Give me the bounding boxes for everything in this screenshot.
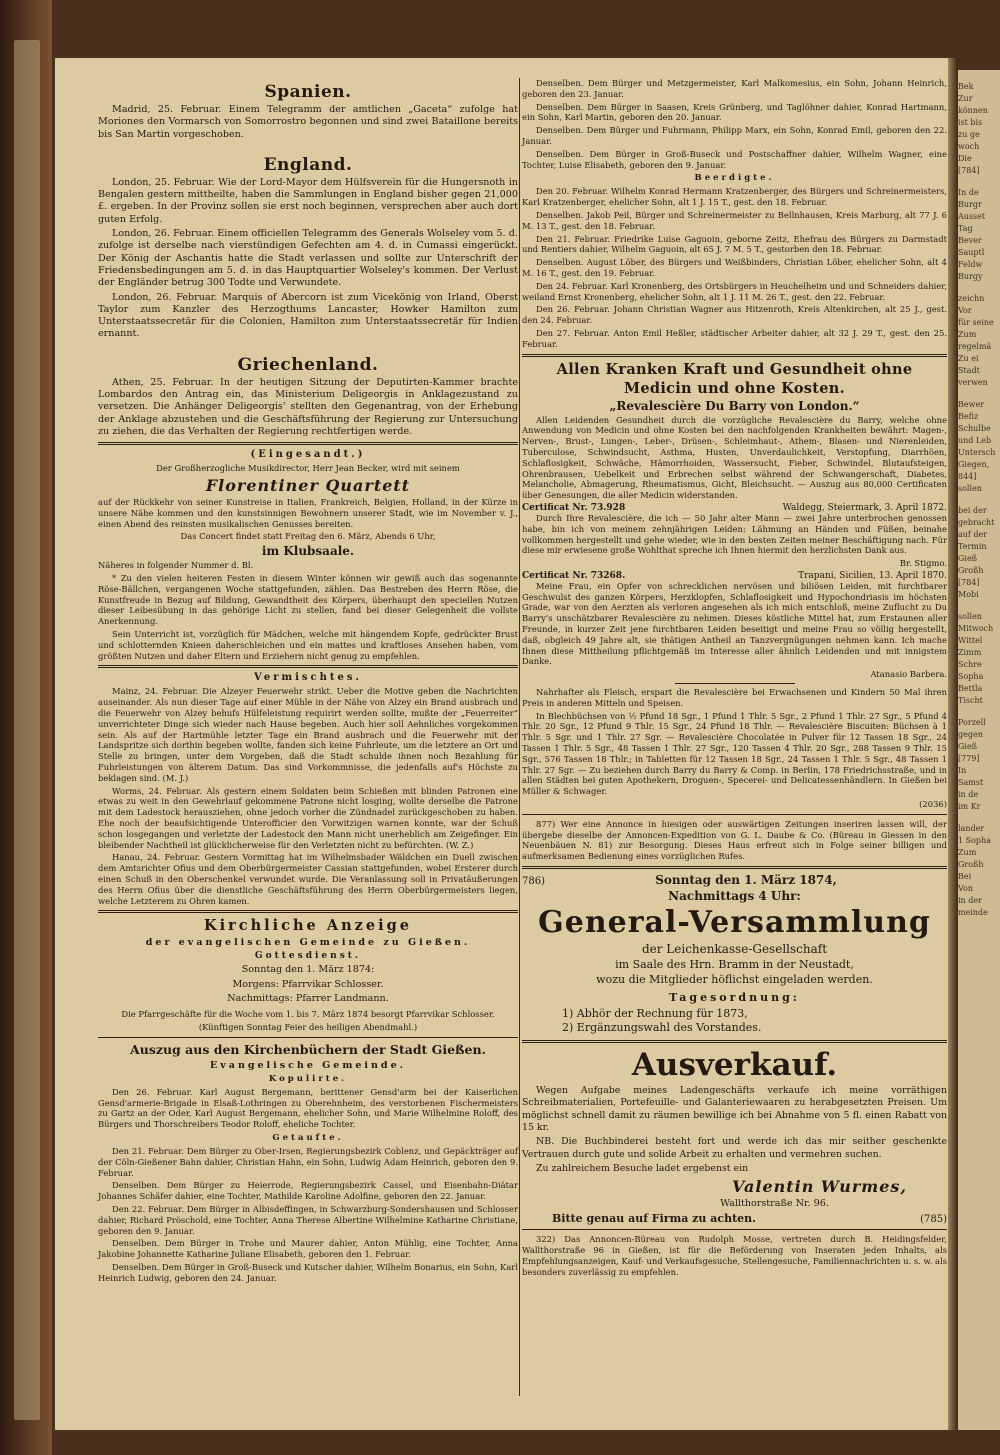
registry-title: Auszug aus den Kirchenbüchern der Stadt Gießen. [130, 1041, 486, 1057]
firm-note-line [522, 1212, 947, 1225]
church-notice-subtitle: der evangelischen Gemeinde zu Gießen. [145, 937, 471, 949]
baptism-entry: Denselben. Dem Bürger in Saasen, Kreis Grünberg, und Taglöhner dahier, Konrad Hartmann, ein Sohn, Karl Martin, geboren den 20. Januar. [522, 101, 947, 123]
divider [98, 1037, 518, 1038]
adjacent-page-fragment: Befiz [958, 412, 979, 421]
quartet-name: Florentiner Quartett [205, 476, 411, 496]
adjacent-page-fragment: Bever [958, 236, 982, 245]
adjacent-page-fragment: Sauptl [958, 248, 985, 257]
certificate-place: Waldegg, Steiermark, 3. April 1872. [782, 502, 947, 513]
adjacent-page-fragment: Mobi [958, 590, 979, 599]
adjacent-page-fragment: 844] [958, 472, 977, 481]
testimonial-text: Meine Frau, ein Opfer von schrecklichen nervösen und biliösen Leiden, mit furchtbarer Geschwulst des ganzen Körpers, Herzklopfen, Schlaflosigkeit und Hypochondriasis im höchsten Grade, war von den Aerzten als verloren angesehen als ich mich entschloß, meine Zuflucht zu Du Barry's unschätzbarer Revalescière zu nehmen. Dieses köstliche Mittel hat, zum Erstaunen aller Freunde, in kurzer Zeit jene furchtbaren Leiden beseitigt und meine Frau so völlig hergestellt, daß, obgleich 49 Jahre alt, sie thätigen Antheil an Tanzvergnügungen nehmen kann. Ich mache Ihnen diese Mittheilung pflichtgemäß im Interesse aller ähnlich Leidenden und mit innigstem Danke. [522, 580, 947, 667]
adjacent-page-fragment: in der [958, 896, 982, 905]
baptism-entry: Denselben. Dem Bürger in Trohe und Maurer dahier, Anton Mühlig, eine Tochter, Anna Jakobine Johannette Katharine Juliane Elisabeth, geboren den 1. Februar. [98, 1238, 518, 1260]
adjacent-page-fragment: Tischt [958, 696, 983, 705]
adjacent-page-fragment: Tag [958, 224, 973, 233]
news-worms-text: Worms, 24. Februar. Als gestern einem Soldaten beim Schießen mit blinden Patronen eine etwas zu weit in den Gewehrlauf gekommene Patrone nicht losging, wollte derselbe die Patrone mit dem Ladestock herausziehen, ohne jedoch vorher die Zündnadel zurückgeschoben zu haben. Ehe noch der beaufsichtigende Unterofficier den Vorwitzigen warnen konnte, war der Schuß schon losgegangen und verletzte der Ladestock den Mann nicht unerheblich am Zeigefinger. Ein bleibender Nachtheil ist glücklicherweise für den Verletzten nicht zu befürchten. [98, 785, 518, 850]
certificate-number: Certificat Nr. 73.928 [522, 502, 626, 513]
communion-note: (Künftigen Sonntag Feier des heiligen Abendmahl.) [198, 1022, 418, 1033]
baptism-entry: Denselben. Dem Bürger in Groß-Buseck und Postschaffner dahier, Wilhelm Wagner, eine Tochter, Luise Elisabeth, geboren den 9. Januar. [522, 148, 947, 170]
adjacent-page-fragment: können [958, 106, 988, 115]
adjacent-page-fragment: Zu ei [958, 354, 979, 363]
news-athen: Athen, 25. Februar. In der heutigen Sitzung der Deputirten-Kammer brachte Lombardos den Antrag ein, das Ministerium Deligeorgis in Anklagezustand zu versetzen. Die Anhänger Deligeorgis' stellten den Gegenantrag, von der Erhebung der Anklage abzustehen und die Geschäftsführung der Regierung zur Untersuchung zu ziehen, die das Verhalten der Regierung rechtfertigen werde. [98, 376, 518, 437]
section-title-spain: Spanien. [264, 82, 352, 102]
divider [522, 866, 947, 869]
burial-entry: Den 24. Februar. Karl Kronenberg, des Ortsbürgers in Heuchelheim und und Schneiders dahier, weiland Ernst Kronenberg, ehelicher Sohn, alt 1 J. 11 M. 26 T., gest. den 22. Februar. [522, 280, 947, 302]
bindery-note: NB. Die Buchbinderei besteht fort und werde ich das mir seither geschenkte Vertrauen durch gute und solide Arbeit zu erhalten und vermehren suchen. [522, 1136, 947, 1160]
adjacent-page-fragment: Feldw [958, 260, 983, 269]
adjacent-page-fragment: Großh [958, 566, 984, 575]
assembly-venue: im Saale des Hrn. Bramm in der Neustadt, [615, 958, 854, 972]
agenda-heading: Tagesordnung: [669, 991, 800, 1005]
adjacent-page-fragment: bei der [958, 506, 987, 515]
revalesciere-ad [522, 361, 947, 810]
adjacent-page-fragment: Wittel [958, 636, 983, 645]
news-mainz [98, 686, 518, 783]
page-gutter-shadow [948, 58, 958, 1430]
adjacent-page-fragment: für seine [958, 318, 994, 327]
general-assembly-ad [522, 873, 947, 1034]
adjacent-page-fragment: Untersch [958, 448, 996, 457]
adjacent-page-fragment: Großh [958, 860, 984, 869]
invitation-text: Zu zahlreichem Besuche ladet ergebenst ein [536, 1162, 749, 1174]
adjacent-page-fragment: zeichn [958, 294, 985, 303]
divider [522, 1229, 947, 1230]
burial-entry: Den 26. Februar. Johann Christian Wagner aus Hitzenroth, Kreis Altenkirchen, alt 25 J., gest. den 24. Februar. [522, 304, 947, 326]
baptism-entry: Den 21. Februar. Dem Bürger zu Ober-Irsen, Regierungsbezirk Coblenz, und Gepäckträger auf der Cöln-Gießener Bahn dahier, Christian Hahn, ein Sohn, Ludwig Adam Heinrich, geboren den 9. Februar. [98, 1146, 518, 1178]
left-column [98, 64, 518, 1286]
certificate-number: Certificat Nr. 73268. [522, 570, 626, 581]
adjacent-page-fragment: Zum [958, 330, 977, 339]
ad-reference: (2036) [919, 799, 947, 810]
divider [98, 442, 518, 445]
adjacent-page-fragment: Schulbe [958, 424, 991, 433]
news-worms-source: (W. Z.) [446, 839, 474, 850]
adjacent-page-fragment: Bek [958, 82, 974, 91]
assembly-date-line [522, 873, 947, 887]
adjacent-page-fragment: auf der [958, 530, 988, 539]
burial-entry: Den 27. Februar. Anton Emil Heßler, städtischer Arbeiter dahier, alt 32 J. 29 T., gest. den 25. Februar. [522, 327, 947, 349]
divider [522, 354, 947, 357]
adjacent-page-fragment: verwen [958, 378, 988, 387]
right-column [522, 64, 947, 1280]
revalesciere-value: Nahrhafter als Fleisch, erspart die Revalescière bei Erwachsenen und Kindern 50 Mal ihren Preis in anderen Mitteln und Speisen. [522, 687, 947, 708]
mosse-ad: 322) Das Annoncen-Büreau von Rudolph Mosse, vertreten durch B. Heidingsfelder, Wallthorstraße 96 in Gießen, ist für die Beförderung von Inseraten jeden Inhalts, als Empfehlungsanzeigen, Kauf- und Verkaufsgesuche, Stellengesuche, Familiennachrichten u. s. w. als besonders zuverlässig zu empfehlen. [522, 1234, 947, 1277]
testimonial-signature: Atanasio Barbera. [870, 669, 947, 680]
section-title-england: England. [263, 154, 353, 175]
revalesciere-title-3: „Revalescière Du Barry von London.“ [609, 398, 860, 413]
divider [522, 814, 947, 815]
adjacent-page-fragment: gegen [958, 730, 983, 739]
adjacent-page-fragment: Die [958, 154, 972, 163]
adjacent-page-fragment: Gieß [958, 554, 978, 563]
assembly-society: der Leichenkasse-Gesellschaft [641, 942, 828, 957]
news-mainz-source: (M. J.) [162, 772, 189, 783]
adjacent-page-fragment: In [958, 766, 967, 775]
service-morning: Morgens: Pfarrvikar Schlosser. [232, 978, 384, 990]
adjacent-page-fragment: Von [958, 884, 974, 893]
eingesandt-text-4: * Zu den vielen heiteren Festen in diesem Winter können wir gewiß auch das sogenannte Röse-Bällchen, vergangenen Woche stattgefunden, zählen. Das Bestreben des Herrn Röse, die Kunstfreude in Bezug auf Bildung, Gewandtheit des Körpers, überhaupt den speciellen Nutzen dieser Leibesübung in das gehörige Licht zu stellen, fand bei dieser Gelegenheit die vollste Anerkennung. [98, 573, 518, 627]
baptism-entry: Den 22. Februar. Dem Bürger in Albisdeffingen, in Schwarzburg-Sondershausen und Schlosser dahier, Richard Pröschold, eine Tochter, Anna Therese Albertine Wilhelmine Katharine Christiane, geboren den 9. Januar. [98, 1203, 518, 1236]
adjacent-page-fragment: Bettla [958, 684, 983, 693]
testimonial-text: Durch Ihre Revalescière, die ich — 50 Jahr alter Mann — zwei Jahre unterbrochen genossen habe, bin ich von meinem zehnjährigen Leiden: Lähmung an Händen und Füßen, beinahe vollkommen hergestellt und gehe wieder, wie in den besten Zeiten meiner Beschäftigung nach. Für diese mir erwiesene große Wohlthat spreche ich Ihnen hiermit den herzlichsten Dank aus. [522, 512, 947, 556]
adjacent-page-fragment: Gieß [958, 742, 978, 751]
daube-ad: 877) Wer eine Annonce in hiesigen oder auswärtigen Zeitungen inseriren lassen will, der übergebe dieselbe der Annoncen-Expedition von G. L. Daube & Co. (Büreau in Giessen in den Neuenbäuen N. 81) zur Besorgung. Dieses Haus erfreut sich in Folge seiner billigen und aufmerksamen Bedienung eines vorzüglichen Rufes. [522, 818, 947, 862]
column-divider [519, 78, 520, 1396]
registry-subtitle: Evangelische Gemeinde. [210, 1059, 406, 1071]
adjacent-page-fragment: Mitwoch [958, 624, 994, 633]
merchant-address: Wallthorstraße Nr. 96. [720, 1198, 829, 1210]
assembly-time: Nachmittags 4 Uhr: [668, 889, 801, 904]
ad-reference: 786) [522, 876, 545, 888]
adjacent-page-fragment: Vor [958, 306, 972, 315]
adjacent-page-fragment: [779] [958, 754, 980, 763]
adjacent-page-fragment: 1 Sopha [958, 836, 991, 845]
eingesandt-intro: Der Großherzogliche Musikdirector, Herr Jean Becker, wird mit seinem [156, 463, 460, 474]
adjacent-page-fragment: Bei [958, 872, 972, 881]
eingesandt-heading: (Eingesandt.) [250, 449, 366, 461]
news-london-3: London, 26. Februar. Marquis of Abercorn ist zum Vicekönig von Irland, Oberst Taylor zum Kanzler des Herzogthums Lancaster, Howker Hamilton zum Unterstaatssecretär für die Colonien, Hamilton zum Unterstaatssecretär für Indien ernannt. [98, 291, 518, 340]
adjacent-page-fragment: lander [958, 824, 985, 833]
service-afternoon: Nachmittags: Pfarrer Landmann. [227, 992, 389, 1004]
service-date: Sonntag den 1. März 1874: [241, 964, 375, 976]
adjacent-page-fragment: gebracht [958, 518, 995, 527]
adjacent-page-fragment: Zum [958, 848, 977, 857]
adjacent-page-fragment: regelmä [958, 342, 992, 351]
adjacent-page-fragment: im Kr [958, 802, 981, 811]
certificate-place: Trapani, Sicilien, 13. April 1870. [798, 570, 947, 581]
adjacent-page-fragment: In de [958, 188, 979, 197]
certificate-line [522, 503, 947, 513]
agenda-item: 2) Ergänzungswahl des Vorstandes. [562, 1021, 762, 1035]
clearance-sale-title: Ausverkauf. [631, 1047, 838, 1084]
book-binding [0, 0, 52, 1455]
adjacent-page-fragment: woch [958, 142, 980, 151]
eingesandt-text-3: Näheres in folgender Nummer d. Bl. [98, 560, 254, 571]
adjacent-page-fragment: [784] [958, 578, 980, 587]
revalesciere-title-2: Medicin und ohne Kosten. [624, 379, 845, 397]
binding-strip [14, 40, 40, 1420]
agenda-item: 1) Abhör der Rechnung für 1873, [562, 1007, 748, 1021]
assembly-title: General-Versammlung [538, 905, 931, 941]
testimonial-signature: Br. Stigmo. [899, 558, 947, 569]
adjacent-page-fragment: sollen [958, 484, 982, 493]
adjacent-page-fragment: Zimm [958, 648, 982, 657]
adjacent-page-fragment: Termin [958, 542, 987, 551]
news-london-1: London, 25. Februar. Wie der Lord-Mayor dem Hülfsverein für die Hungersnoth in Bengalen gestern mittheilte, haben die Sammlungen in England bisher gegen 21,000 £. ergeben. In der Provinz sollen sie erst noch beginnen, versprechen aber auch dort guten Erfolg. [98, 176, 518, 225]
adjacent-page-fragment: Sopha [958, 672, 984, 681]
clearance-sale-ad [522, 1047, 947, 1225]
adjacent-page-fragment: sollen [958, 612, 982, 621]
eingesandt-text-2: Das Concert findet statt Freitag den 6. März, Abends 6 Uhr, [180, 531, 436, 542]
adjacent-page-fragment: meinde [958, 908, 988, 917]
adjacent-page-fragment: Ausset [958, 212, 986, 221]
baptisms-heading: Getaufte. [272, 1133, 344, 1143]
adjacent-page-fragment: Samst [958, 778, 984, 787]
adjacent-page-fragment: in de [958, 790, 979, 799]
baptism-entry: Denselben. Dem Bürger zu Heierrode, Regierungsbezirk Cassel, und Eisenbahn-Diätar Johannes Schäfer dahier, eine Tochter, Mathilde Karoline Adolfine, geboren den 22. Januar. [98, 1180, 518, 1202]
firm-note: Bitte genau auf Firma zu achten. [552, 1212, 756, 1226]
baptism-entry: Denselben. Dem Bürger und Metzgermeister, Karl Malkomesius, ein Sohn, Johann Heinrich, geboren den 23. Januar. [522, 78, 947, 99]
short-rule [675, 683, 795, 684]
adjacent-page-edge [958, 70, 1000, 1430]
merchant-name: Valentin Wurmes, [732, 1177, 907, 1197]
adjacent-page-fragment: Schre [958, 660, 982, 669]
divider [522, 1040, 947, 1043]
assembly-invite: wozu die Mitglieder höflichst eingeladen werden. [596, 973, 873, 987]
revalesciere-prices: In Blechbüchsen von ½ Pfund 18 Sgr., 1 Pfund 1 Thlr. 5 Sgr., 2 Pfund 1 Thlr. 27 Sgr., 5 Pfund 4 Thlr. 20 Sgr., 12 Pfund 9 Thlr. 15 Sgr., 24 Pfund 18 Thlr. — Revalescière Biscuiten: Büchsen à 1 Thlr. 5 Sgr. und 1 Thlr. 27 Sgr. — Revalescière Chocolatée in Pulver für 12 Tassen 18 Sgr., 24 Tassen 1 Thlr. 5 Sgr., 48 Tassen 1 Thlr. 27 Sgr., 120 Tassen 4 Thlr. 20 Sgr., 288 Tassen 9 Thlr. 15 Sgr., 576 Tassen 18 Thlr.; in Tabletten für 12 Tassen 18 Sgr., 24 Tassen 1 Thlr. 5 Sgr., 48 Tassen 1 Thlr. 27 Sgr. — Zu beziehen durch Barry du Barry & Comp. in Berlin, 178 Friedrichsstraße, und in allen Städten bei guten Apothekern, Droguen-, Specerei- und Delicatessenhändlern. In Gießen bei Müller & Schwager. [522, 710, 947, 797]
section-title-greece: Griechenland. [237, 354, 379, 375]
adjacent-page-fragment: ist bis [958, 118, 983, 127]
baptism-entry: Denselben. Dem Bürger in Groß-Buseck und Kutscher dahier, Wilhelm Bonarius, ein Sohn, Karl Heinrich Ludwig, geboren den 24. Januar. [98, 1261, 518, 1283]
assembly-date: Sonntag den 1. März 1874, [655, 873, 837, 888]
certificate-line [522, 571, 947, 581]
eingesandt-text-5: Sein Unterricht ist, vorzüglich für Mädchen, welche mit hängendem Kopfe, gedrückter Brust und schlotternden Knieen daherschleichen und ein mattes und kraftloses Ansehen haben, vom größten Nutzen und daher Eltern und Erziehern nicht genug zu empfehlen. [98, 629, 518, 661]
clearance-sale-text: Wegen Aufgabe meines Ladengeschäfts verkaufe ich meine vorräthigen Schreibmaterialien, Portefeuille- und Galanteriewaaren zu herabgesetzten Preisen. Um möglichst schnell damit zu räumen bewillige ich bei Abnahme von 5 fl. einen Rabatt von 15 kr. [522, 1085, 947, 1133]
divider [98, 665, 518, 668]
adjacent-page-fragment: Porzell [958, 718, 986, 727]
ad-reference: (785) [920, 1214, 947, 1226]
burial-entry: Den 20. Februar. Wilhelm Konrad Hermann Kratzenberger, des Bürgers und Schreinermeisters, Karl Kratzenberger, ehelicher Sohn, alt 1 J. 15 T., gest. den 18. Februar. [522, 186, 947, 208]
news-london-2: London, 26. Februar. Einem officiellen Telegramm des Generals Wolseley vom 5. d. zufolge ist derselbe nach vierstündigen Gefechten am 4. d. in Cumassi eingerückt. Der König der Aschantis hatte die Stadt verlassen und sollte zur Unterschrift der Friedensbedingungen am 5. d. in das Hauptquartier Wolseley's kommen. Der Verlust der Engländer betrug 300 Todte und Verwundete. [98, 228, 518, 289]
burials-heading: Beerdigte. [694, 173, 775, 184]
burial-entry: Denselben. August Löber, des Bürgers und Weißbinders, Christian Löber, ehelicher Sohn, alt 4 M. 16 T., gest. den 19. Februar. [522, 257, 947, 278]
revalesciere-title-1: Allen Kranken Kraft und Gesundheit ohne [556, 360, 913, 378]
parish-note: Die Pfarrgeschäfte für die Woche vom 1. bis 7. März 1874 besorgt Pfarrvikar Schlosser. [121, 1009, 495, 1020]
news-mainz-text: Mainz, 24. Februar. Die Alzeyer Feuerwehr strikt. Ueber die Motive geben die Nachrichten auseinander. Als nun dieser Tage auf einer Mühle in der Nähe von Alzey ein Brand ausbrach und die Feuerwehr von Alzey behufs Hülfeleistung requirirt werden sollte, mußte der „Feuerreiter“ unverrichteter Dinge sich wieder nach Hause begeben. Auch hier soll Aehnliches vorgekommen sein. Als auf der Hartmühle letzter Tage ein Brand ausbrach und die Feuerwehr mit der Landspritze sich dorthin begeben wollte, fanden sich keine Fuhrleute, um die letztere an Ort und Stelle zu bringen, unter dem Vorgeben, daß die Stadt schulde ihnen noch Bezahlung für Fuhrleistungen von älterem Datum. Das sind Vorkommnisse, die jedenfalls auf's Höchste zu beklagen sind. [98, 686, 518, 783]
news-madrid: Madrid, 25. Februar. Einem Telegramm der amtlichen „Gaceta“ zufolge hat Moriones den Vormarsch von Somorrostro begonnen und sind zwei Bataillone bereits bis San Martin vorgeschoben. [98, 104, 518, 140]
adjacent-page-fragment: und Leb [958, 436, 992, 445]
concert-venue: im Klubsaale. [261, 544, 355, 559]
adjacent-page-fragment: Giegen, [958, 460, 990, 469]
adjacent-page-fragment: Burgr [958, 200, 982, 209]
adjacent-page-fragment: Bewer [958, 400, 985, 409]
service-heading: Gottesdienst. [254, 951, 362, 962]
revalesciere-intro: Allen Leidenden Gesundheit durch die vorzügliche Revalescière du Barry, welche ohne Anwendung von Medicin und ohne Kosten bei den nachfolgenden Krankheiten bewährt: Magen-, Nerven-, Brust-, Lungen-, Leber-, Drüsen-, Schleimhaut-, Athem-, Blasen- und Nierenleiden, Tuberculose, Schwindsucht, Asthma, Husten, Unverdaulichkeit, Verstopfung, Diarrhöen, Schlaflosigkeit, Schwäche, Hämorrhoiden, Wassersucht, Fieber, Schwindel, Blutaufsteigen, Ohrenbrausen, Uebelkeit und Erbrechen selbst während der Schwangerschaft, Diabetes, Melancholie, Abmagerung, Rheumatismus, Gicht, Bleichsucht. — Auszug aus 80,000 Certificaten über Genesungen, die aller Medicin widerstanden. [522, 414, 947, 501]
news-hanau: Hanau, 24. Februar. Gestern Vormittag hat im Wilhelmsbader Wäldchen ein Duell zwischen dem Amtsrichter Ofius und dem Oberbürgermeister Cassian stattgefunden, wobei Ersterer durch einen Schuß in den Oberschenkel verwundet wurde. Die Veranlassung soll in Privatäußerungen des Herrn Ofius über die dienstliche Geschäftsführung des Herrn Oberbürgermeisters liegen, welche Letzterem zu Ohren kamen. [98, 852, 518, 906]
eingesandt-text-1: auf der Rückkehr von seiner Kunstreise in Italien, Frankreich, Belgien, Holland, in der Kürze in unsere Nähe kommen und den kunstsinnigen Bewohnern unserer Stadt, wie im November v. J., einen Abend des reinsten musikalischen Genusses bereiten. [98, 497, 518, 529]
adjacent-page-fragment: Stadt [958, 366, 980, 375]
vermischtes-heading: Vermischtes. [254, 672, 362, 684]
adjacent-page-fragment: [784] [958, 166, 980, 175]
baptism-entry: Denselben. Dem Bürger und Fuhrmann, Philipp Marx, ein Sohn, Konrad Emil, geboren den 22. Januar. [522, 125, 947, 146]
marriage-entry: Den 26. Februar. Karl August Bergemann, berittener Gensd'arm bei der Kaiserlichen Gensd'armerie-Brigade in Elsaß-Lothringen zu Oberehnheim, des verstorbenen Fischermeisters zu Gartz an der Oder, Karl August Bergemann, ehelicher Sohn, und Marie Wilhelmine Roloff, des Bürgers und Thorschreibers Teodor Roloff, eheliche Tochter. [98, 1086, 518, 1130]
marriages-heading: Kopulirte. [268, 1073, 348, 1084]
burial-entry: Denselben. Jakob Peil, Bürger und Schreinermeister zu Bellnhausen, Kreis Marburg, alt 77 J. 6 M. 13 T., gest. den 18. Februar. [522, 209, 947, 231]
adjacent-page-fragment: Zur [958, 94, 973, 103]
adjacent-page-fragment: zu ge [958, 130, 980, 139]
burial-entry: Den 21. Februar. Friedrike Luise Gaguoin, geborne Zeitz, Ehefrau des Bürgers zu Darmstadt und Rentiers dahier, Wilhelm Gaguoin, alt 65 J. 7 M. 5 T., gestorben den 18. Februar. [522, 233, 947, 255]
adjacent-page-fragment: Burgy [958, 272, 983, 281]
news-worms [98, 786, 518, 851]
divider [98, 910, 518, 913]
church-notice-title: Kirchliche Anzeige [204, 917, 412, 935]
